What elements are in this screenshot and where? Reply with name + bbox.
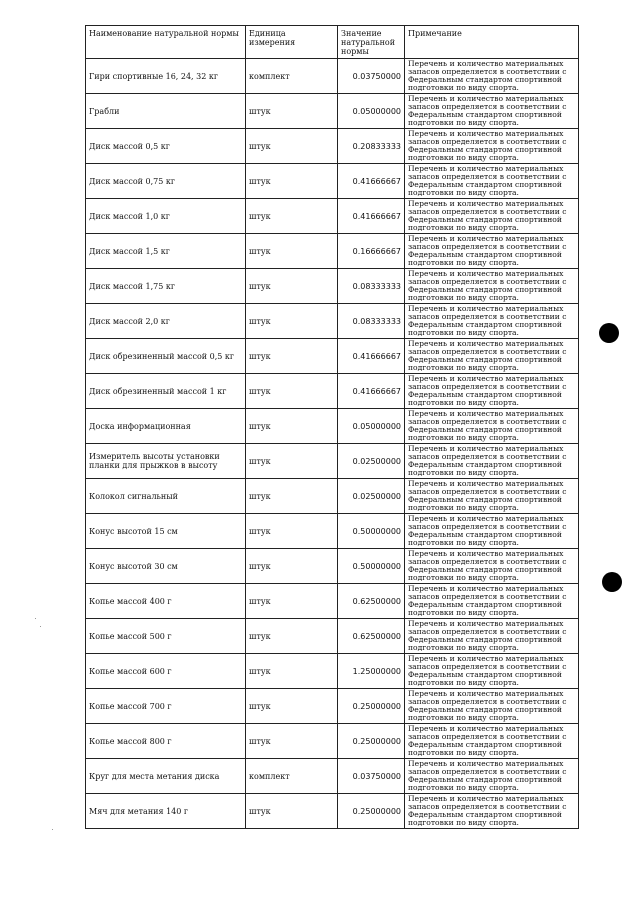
row-name: Диск массой 1,0 кг <box>86 199 246 234</box>
table-row <box>86 269 579 304</box>
row-note: Перечень и количество материальных запасов определяется в соответствии с Федеральным стандартом спортивной подготовки по виду спорта. <box>405 444 579 479</box>
row-note: Перечень и количество материальных запасов определяется в соответствии с Федеральным стандартом спортивной подготовки по виду спорта. <box>405 199 579 234</box>
row-value: 0.50000000 <box>338 514 405 549</box>
row-name: Диск массой 1,5 кг <box>86 234 246 269</box>
row-note: Перечень и количество материальных запасов определяется в соответствии с Федеральным стандартом спортивной подготовки по виду спорта. <box>405 654 579 689</box>
row-name: Копье массой 500 г <box>86 619 246 654</box>
row-note: Перечень и количество материальных запасов определяется в соответствии с Федеральным стандартом спортивной подготовки по виду спорта. <box>405 619 579 654</box>
row-value: 0.25000000 <box>338 794 405 829</box>
row-unit: штук <box>246 129 338 164</box>
row-note: Перечень и количество материальных запасов определяется в соответствии с Федеральным стандартом спортивной подготовки по виду спорта. <box>405 94 579 129</box>
table-row <box>86 514 579 549</box>
table-row <box>86 759 579 794</box>
header-name: Наименование натуральной нормы <box>86 26 246 59</box>
row-name: Измеритель высоты установки планки для прыжков в высоту <box>86 444 246 479</box>
row-name: Копье массой 700 г <box>86 689 246 724</box>
row-note: Перечень и количество материальных запасов определяется в соответствии с Федеральным стандартом спортивной подготовки по виду спорта. <box>405 269 579 304</box>
row-unit: штук <box>246 689 338 724</box>
row-note: Перечень и количество материальных запасов определяется в соответствии с Федеральным стандартом спортивной подготовки по виду спорта. <box>405 549 579 584</box>
row-name: Диск массой 0,5 кг <box>86 129 246 164</box>
punch-hole <box>599 323 619 343</box>
table-row <box>86 619 579 654</box>
row-unit: штук <box>246 794 338 829</box>
row-value: 0.41666667 <box>338 164 405 199</box>
row-name: Диск массой 1,75 кг <box>86 269 246 304</box>
row-unit: комплект <box>246 759 338 794</box>
row-name: Копье массой 600 г <box>86 654 246 689</box>
row-unit: штук <box>246 549 338 584</box>
row-value: 0.25000000 <box>338 689 405 724</box>
row-value: 0.41666667 <box>338 339 405 374</box>
row-unit: штук <box>246 654 338 689</box>
row-name: Конус высотой 15 см <box>86 514 246 549</box>
row-value: 0.05000000 <box>338 94 405 129</box>
row-value: 0.08333333 <box>338 304 405 339</box>
row-value: 0.41666667 <box>338 199 405 234</box>
row-unit: штук <box>246 304 338 339</box>
row-unit: штук <box>246 234 338 269</box>
row-unit: штук <box>246 94 338 129</box>
row-value: 0.03750000 <box>338 59 405 94</box>
table-row <box>86 584 579 619</box>
table-row <box>86 304 579 339</box>
row-name: Копье массой 400 г <box>86 584 246 619</box>
row-value: 0.62500000 <box>338 584 405 619</box>
row-value: 0.16666667 <box>338 234 405 269</box>
row-name: Доска информационная <box>86 409 246 444</box>
row-unit: штук <box>246 584 338 619</box>
row-name: Диск обрезиненный массой 1 кг <box>86 374 246 409</box>
row-name: Мяч для метания 140 г <box>86 794 246 829</box>
table-row <box>86 339 579 374</box>
row-unit: штук <box>246 409 338 444</box>
row-note: Перечень и количество материальных запасов определяется в соответствии с Федеральным стандартом спортивной подготовки по виду спорта. <box>405 514 579 549</box>
row-name: Грабли <box>86 94 246 129</box>
row-name: Диск массой 0,75 кг <box>86 164 246 199</box>
row-note: Перечень и количество материальных запасов определяется в соответствии с Федеральным стандартом спортивной подготовки по виду спорта. <box>405 339 579 374</box>
table-row <box>86 654 579 689</box>
punch-hole <box>602 572 622 592</box>
row-unit: штук <box>246 444 338 479</box>
row-note: Перечень и количество материальных запасов определяется в соответствии с Федеральным стандартом спортивной подготовки по виду спорта. <box>405 409 579 444</box>
row-value: 0.25000000 <box>338 724 405 759</box>
row-value: 0.05000000 <box>338 409 405 444</box>
row-note: Перечень и количество материальных запасов определяется в соответствии с Федеральным стандартом спортивной подготовки по виду спорта. <box>405 479 579 514</box>
table-row <box>86 199 579 234</box>
row-note: Перечень и количество материальных запасов определяется в соответствии с Федеральным стандартом спортивной подготовки по виду спорта. <box>405 584 579 619</box>
table-row <box>86 234 579 269</box>
row-name: Диск обрезиненный массой 0,5 кг <box>86 339 246 374</box>
row-unit: штук <box>246 514 338 549</box>
table-row <box>86 724 579 759</box>
row-note: Перечень и количество материальных запасов определяется в соответствии с Федеральным стандартом спортивной подготовки по виду спорта. <box>405 374 579 409</box>
table-row <box>86 409 579 444</box>
row-value: 0.20833333 <box>338 129 405 164</box>
norms-table <box>85 25 579 829</box>
scan-speck <box>40 626 41 627</box>
row-name: Гири спортивные 16, 24, 32 кг <box>86 59 246 94</box>
row-name: Круг для места метания диска <box>86 759 246 794</box>
row-unit: комплект <box>246 59 338 94</box>
row-note: Перечень и количество материальных запасов определяется в соответствии с Федеральным стандартом спортивной подготовки по виду спорта. <box>405 759 579 794</box>
row-value: 0.02500000 <box>338 444 405 479</box>
row-unit: штук <box>246 199 338 234</box>
row-value: 0.08333333 <box>338 269 405 304</box>
table-row <box>86 129 579 164</box>
table-row <box>86 794 579 829</box>
row-note: Перечень и количество материальных запасов определяется в соответствии с Федеральным стандартом спортивной подготовки по виду спорта. <box>405 724 579 759</box>
row-value: 0.41666667 <box>338 374 405 409</box>
table-row <box>86 59 579 94</box>
header-unit: Единица измерения <box>246 26 338 59</box>
row-note: Перечень и количество материальных запасов определяется в соответствии с Федеральным стандартом спортивной подготовки по виду спорта. <box>405 689 579 724</box>
row-name: Диск массой 2,0 кг <box>86 304 246 339</box>
row-value: 0.50000000 <box>338 549 405 584</box>
row-name: Копье массой 800 г <box>86 724 246 759</box>
header-note: Примечание <box>405 26 579 59</box>
table-row <box>86 164 579 199</box>
row-value: 0.02500000 <box>338 479 405 514</box>
table-header-row <box>86 26 579 59</box>
table-row <box>86 94 579 129</box>
table-row <box>86 444 579 479</box>
row-value: 1.25000000 <box>338 654 405 689</box>
header-value: Значение натуральной нормы <box>338 26 405 59</box>
table-row <box>86 689 579 724</box>
row-unit: штук <box>246 339 338 374</box>
row-name: Колокол сигнальный <box>86 479 246 514</box>
row-unit: штук <box>246 164 338 199</box>
row-note: Перечень и количество материальных запасов определяется в соответствии с Федеральным стандартом спортивной подготовки по виду спорта. <box>405 59 579 94</box>
table-row <box>86 374 579 409</box>
row-note: Перечень и количество материальных запасов определяется в соответствии с Федеральным стандартом спортивной подготовки по виду спорта. <box>405 794 579 829</box>
table-row <box>86 479 579 514</box>
row-unit: штук <box>246 619 338 654</box>
row-value: 0.03750000 <box>338 759 405 794</box>
row-note: Перечень и количество материальных запасов определяется в соответствии с Федеральным стандартом спортивной подготовки по виду спорта. <box>405 234 579 269</box>
row-unit: штук <box>246 479 338 514</box>
scan-speck <box>35 618 36 619</box>
table-body <box>86 59 579 829</box>
row-note: Перечень и количество материальных запасов определяется в соответствии с Федеральным стандартом спортивной подготовки по виду спорта. <box>405 129 579 164</box>
row-value: 0.62500000 <box>338 619 405 654</box>
row-unit: штук <box>246 374 338 409</box>
row-unit: штук <box>246 269 338 304</box>
row-unit: штук <box>246 724 338 759</box>
row-note: Перечень и количество материальных запасов определяется в соответствии с Федеральным стандартом спортивной подготовки по виду спорта. <box>405 164 579 199</box>
row-note: Перечень и количество материальных запасов определяется в соответствии с Федеральным стандартом спортивной подготовки по виду спорта. <box>405 304 579 339</box>
row-name: Конус высотой 30 см <box>86 549 246 584</box>
scan-speck <box>52 829 53 830</box>
table-row <box>86 549 579 584</box>
